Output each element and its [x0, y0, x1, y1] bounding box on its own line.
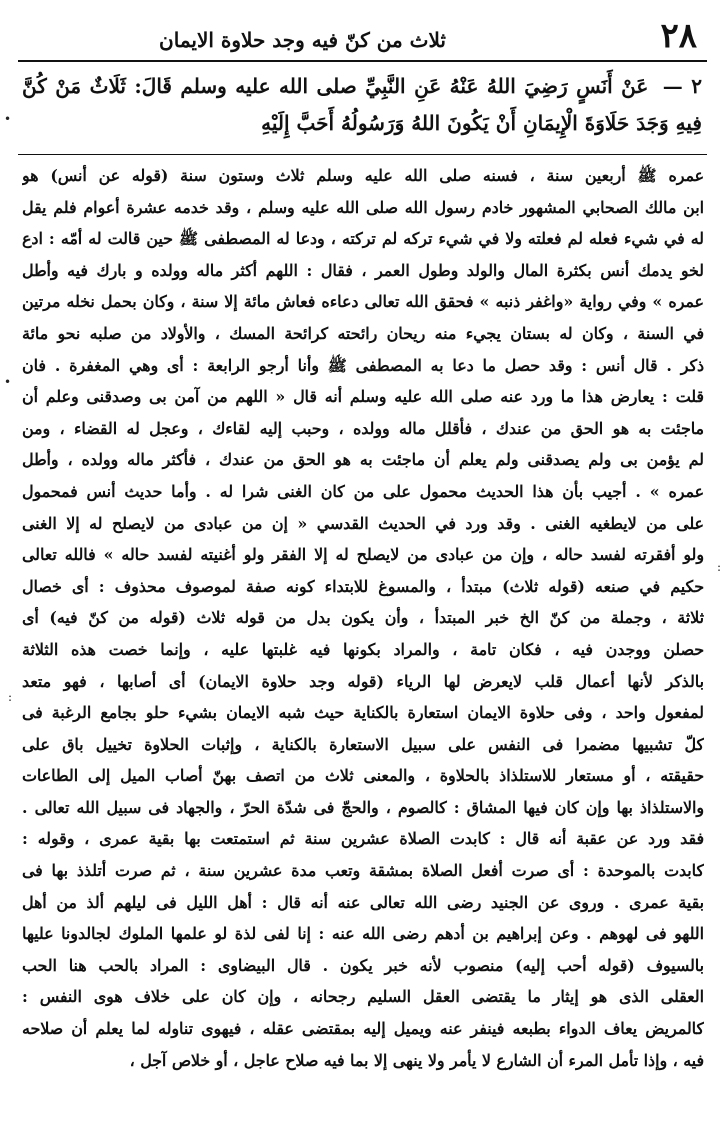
commentary-line: عمره » وفي رواية «واغفر ذنبه » فحقق الله تعالى دعاءه فعاش مائة إلا سنة ، وكان بحمل نخله مرتين [22, 292, 704, 312]
commentary-line: كابدت بالموحدة : أى صرت أفعل الصلاة بمشقة وتعب مدة عشرين سنة ، ثم صرت أتلذذ بها فى [22, 861, 704, 881]
commentary-line: في السنة ، وكان له بستان يجيء منه ريحان رائحته كرائحة المسك ، والأولاد من صلبه نحو مائة [22, 323, 704, 343]
commentary-line: فيه ، وإذا تأمل المرء أن الشارع لا يأمر ولا ينهى إلا بما فيه صلاح عاجل ، أو خلاص آجل ، [129, 1050, 704, 1070]
commentary-line: بالسيوف (قوله أحب إليه) منصوب لأنه خبر يكون . قال البيضاوى : المراد بالحب هنا الحب [22, 955, 704, 975]
hadith-text-block [22, 68, 702, 142]
commentary-line: ثلاثة ، وجملة من كنّ الخ خبر المبتدأ ، وأن يكون بدل من قوله ثلاث (قوله من كنّ فيه) أى [22, 608, 704, 628]
commentary-line: فقد ورد عن عقبة أنه قال : كابدت الصلاة عشرين سنة ثم استمتعت بها بقية عمرى ، وقوله : [22, 829, 704, 849]
commentary-line: حصلن ووجدن فيه ، فكان تامة ، والمراد بكونها فيه غلبتها عليه ، وإنما خصت هذه الثلاثة [22, 639, 704, 659]
hadith-number: ٢ — [662, 74, 702, 98]
commentary-line: اللهو فى لهوهم . وعن إبراهيم بن أدهم رضى الله عنه : إنا لفى لذة لو علمها الملوك لجالدونا عليها [22, 924, 704, 944]
margin-mark: : [8, 690, 13, 704]
commentary-line: والاستلذاذ بها وإن كان فيها المشاق : كالصوم ، والحجّ فى شدّة الحرّ ، والجهاد فى سبيل الله تعالى . [22, 797, 704, 817]
commentary-line: لم يؤمن بى ولم يصدقنى ولم يعلم أن ماجئت به هو الحق من عندك ، فأكثر ماله وولده ، وأطل [22, 450, 704, 470]
commentary-line: له في شيء فعله لم فعلته ولا في شيء تركه لم تركته ، ودعا له المصطفى ﷺ حين قالت له أمّه : ادع [22, 229, 704, 249]
commentary-line: ذكر . قال أنس : وقد حصل ما دعا به المصطفى ﷺ وأنا أرجو الرابعة : أى وهي المغفرة . فان [22, 355, 704, 375]
page-number: ٢٨ [660, 16, 697, 56]
commentary-line: كلّ تشبيها مضمرا فى النفس على سبيل الاستعارة بالكناية ، وإثبات الحلاوة تخييل باق على [22, 734, 704, 754]
hadith-text: عَنْ أَنَسٍ رَضِيَ اللهُ عَنْهُ عَنِ النَّبِيِّ صلى الله عليه وسلم قَالَ: ثَلَاثٌ مَنْ كُنَّ فِيهِ وَجَدَ حَلَاوَةَ الْإِيمَانِ أَنْ يَكُونَ اللهُ وَرَسُولُهُ أَحَبَّ إِلَيْهِ [22, 74, 702, 135]
commentary-line: على من لايطغيه الغنى . وقد ورد في الحديث القدسي « إن من عبادى من لايصلح له إلا الغنى [22, 513, 704, 533]
section-divider [18, 154, 707, 155]
margin-mark: : [716, 560, 721, 574]
commentary-body [22, 160, 704, 1076]
margin-mark: • [4, 112, 12, 126]
commentary-line: حكيم في صنعه (قوله ثلاث) مبتدأ ، والمسوغ للابتداء كونه صفة لموصوف محذوف : أى خصال [22, 576, 704, 596]
running-title: ثلاث من كنّ فيه وجد حلاوة الايمان [159, 28, 446, 52]
commentary-line: العقلى الذى هو إيثار ما يقتضى العقل السليم رجحانه ، وإن كان على خلاف هوى النفس : [22, 987, 704, 1007]
commentary-line: قلت : يعارض هذا ما ورد عنه صلى الله عليه وسلم أنه قال « اللهم من آمن بى وصدقنى وعلم أن [22, 387, 704, 407]
commentary-line: ابن مالك الصحابي المشهور خادم رسول الله صلى الله عليه وسلم ، وقد خدمه عشرة أعوام فلم يقل [22, 197, 704, 217]
margin-mark: • [4, 375, 12, 389]
commentary-line: لخو يدمك أنس بكثرة المال والولد وطول العمر ، فقال : اللهم أكثر ماله وولده و بارك فيه وأطل [22, 260, 704, 280]
commentary-line: حقيقته ، أو مستعار للاستلذاذ بالحلاوة ، والمعنى ثلاث من اتصف بهنّ أصاب الميل إلى الطاعات [22, 766, 704, 786]
commentary-line: عمره ﷺ أربعين سنة ، فسنه صلى الله عليه وسلم ثلاث وستون سنة (قوله عن أنس) هو [22, 166, 704, 185]
commentary-line: ولو أفقرته لفسد حاله ، وإن من عبادى من لايصلح له إلا الفقر ولو أغنيته لفسد حاله » فالله تعالى [22, 545, 704, 565]
commentary-line: كالمريض يعاف الدواء بطبعه فينفر عنه ويميل إليه بمقتضى عقله ، فيهوى تناوله لما يعلم أن صلاحه [22, 1019, 704, 1039]
commentary-line: بقية عمرى . وروى عن الجنيد رضى الله تعالى عنه أنه قال : أهل الليل فى ليلهم ألذ من أهل [22, 892, 704, 912]
commentary-line: عمره » . أجيب بأن هذا الحديث محمول على من كان الغنى شرا له . وأما حديث أنس فمحمول [22, 481, 704, 501]
page-header [20, 16, 705, 60]
header-divider [18, 60, 707, 62]
commentary-line: ماجئت به هو الحق من عندك ، فأقلل ماله وولده ، وحبب إليه لقاءك ، وعجل له القضاء ، ومن [22, 418, 704, 438]
commentary-line: بالذكر لأنها أعمال قلب لايعرض لها الرياء (قوله وجد حلاوة الايمان) أى أصابها ، فهو متعد [22, 671, 704, 691]
commentary-line: لمفعول واحد ، وفى حلاوة الايمان استعارة بالكناية حيث شبه الايمان بشيء حلو بجامع الرغبة فى [22, 703, 704, 723]
